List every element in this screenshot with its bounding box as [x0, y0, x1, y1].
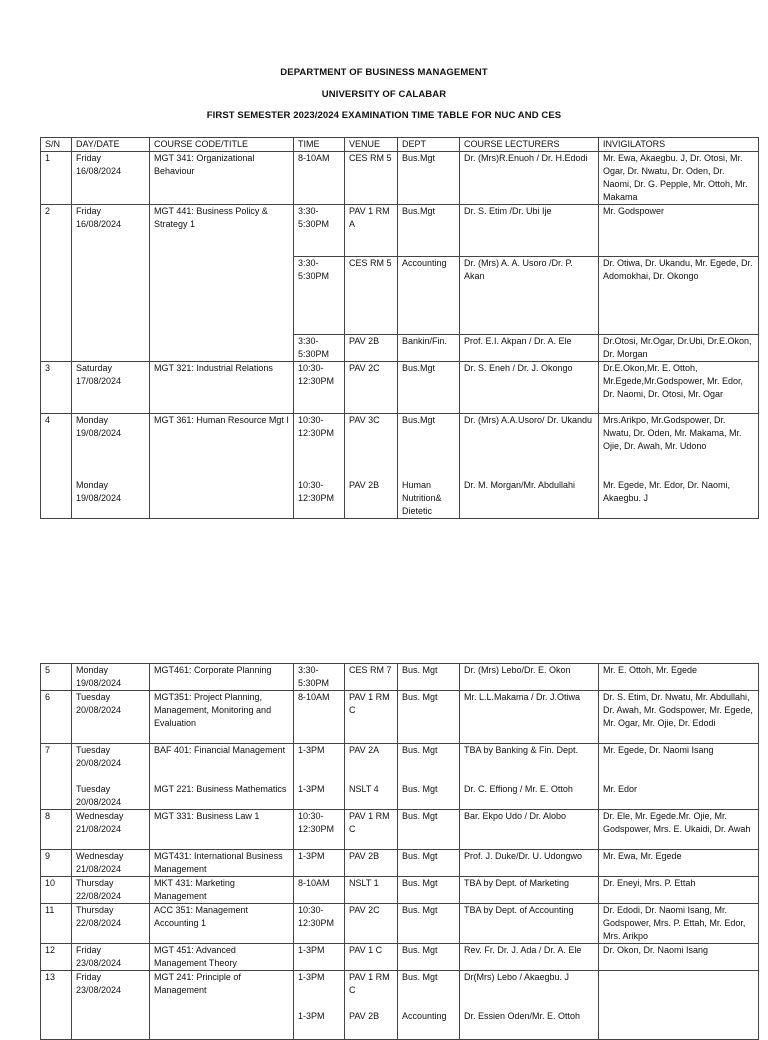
day-text: Friday — [76, 153, 102, 163]
date-text: 21/08/2024 — [76, 824, 122, 834]
course-cell: MGT 451: Advanced Management Theory — [150, 944, 294, 971]
sn-cell: 11 — [41, 904, 72, 944]
invigilators-cell: Dr. Okon, Dr. Naomi Isang — [599, 944, 759, 971]
date-text: 16/08/2024 — [76, 219, 122, 229]
course-cell: MGT431: International Business Management — [150, 850, 294, 877]
lecturers-cell: Bar. Ekpo Udo / Dr. Alobo — [460, 810, 599, 850]
day-text: Monday — [76, 665, 109, 675]
venue-cell: PAV 2B — [345, 335, 398, 362]
table-row — [41, 205, 759, 257]
col-header-invigilators: INVIGILATORS — [599, 138, 759, 152]
table-row — [41, 877, 759, 904]
table-subrow — [41, 783, 759, 810]
table-row — [41, 904, 759, 944]
date-text: 20/08/2024 — [76, 796, 122, 807]
course-cell: MGT 441: Business Policy & Strategy 1 — [150, 205, 294, 362]
daydate-cell — [72, 664, 150, 691]
venue-cell: PAV 2B — [345, 1010, 398, 1040]
lecturers-cell: Dr. (Mrs) A.A.Usoro/ Dr. Ukandu — [460, 414, 599, 479]
time-cell: 8-10AM — [294, 877, 345, 904]
dept-cell: Bus.Mgt — [398, 152, 460, 205]
time-cell: 1-3PM — [294, 1010, 345, 1040]
dept-cell: Bus. Mgt — [398, 877, 460, 904]
invigilators-cell: Dr. S. Etim, Dr. Nwatu, Mr. Abdullahi, Dr. Awah, Mr. Godspower, Mr. Egede, Mr. Ogar, Mr. Ojie, Dr. Edodi — [599, 691, 759, 744]
table-row — [41, 850, 759, 877]
course-cell: BAF 401: Financial Management — [150, 744, 294, 783]
daydate-cell — [72, 479, 150, 519]
time-cell: 8-10AM — [294, 691, 345, 744]
invigilators-cell: Mr. Egede, Dr. Naomi Isang — [599, 744, 759, 783]
venue-cell: PAV 1 C — [345, 944, 398, 971]
time-cell: 1-3PM — [294, 783, 345, 810]
venue-cell: PAV 2B — [345, 850, 398, 877]
sn-cell: 3 — [41, 362, 72, 414]
daydate-cell — [72, 904, 150, 944]
course-cell: MGT 221: Business Mathematics — [150, 783, 294, 810]
date-text: 23/08/2024 — [76, 958, 122, 968]
day-text: Thursday — [76, 905, 114, 915]
university-heading: UNIVERSITY OF CALABAR — [321, 88, 447, 100]
date-text: 19/08/2024 — [76, 428, 122, 438]
venue-cell: CES RM 7 — [345, 664, 398, 691]
daydate-cell — [72, 783, 150, 810]
date-text: 19/08/2024 — [76, 678, 122, 688]
col-header-dept: DEPT — [398, 138, 460, 152]
date-text: 22/08/2024 — [76, 918, 122, 928]
dept-cell: Bankin/Fin. — [398, 335, 460, 362]
table-row — [41, 944, 759, 971]
time-cell: 8-10AM — [294, 152, 345, 205]
daydate-cell — [72, 205, 150, 362]
lecturers-cell: TBA by Banking & Fin. Dept. — [460, 744, 599, 783]
date-text: 23/08/2024 — [76, 985, 122, 995]
day-text: Friday — [76, 206, 102, 216]
day-text: Wednesday — [76, 811, 124, 821]
dept-cell: Bus. Mgt — [398, 944, 460, 971]
invigilators-cell: Dr.Otosi, Mr.Ogar, Dr.Ubi, Dr.E.Okon, Dr. Morgan — [599, 335, 759, 362]
time-cell: 10:30-12:30PM — [294, 414, 345, 479]
time-cell: 1-3PM — [294, 744, 345, 783]
col-header-venue: VENUE — [345, 138, 398, 152]
date-text: 19/08/2024 — [76, 492, 122, 503]
col-header-time: TIME — [294, 138, 345, 152]
dept-cell: Accounting — [398, 257, 460, 335]
sn-cell: 12 — [41, 944, 72, 971]
invigilators-cell: Dr. Otiwa, Dr. Ukandu, Mr. Egede, Dr. Adomokhai, Dr. Okongo — [599, 257, 759, 335]
time-cell: 10:30-12:30PM — [294, 810, 345, 850]
col-header-sn: S/N — [41, 138, 72, 152]
daydate-cell — [72, 944, 150, 971]
daydate-cell — [72, 414, 150, 479]
daydate-cell — [72, 850, 150, 877]
venue-cell: PAV 1 RM A — [345, 205, 398, 257]
date-text: 16/08/2024 — [76, 166, 122, 176]
course-cell: MGT 341: Organizational Behaviour — [150, 152, 294, 205]
daydate-cell — [72, 152, 150, 205]
time-cell: 3:30-5:30PM — [294, 664, 345, 691]
lecturers-cell: Dr. M. Morgan/Mr. Abdullahi — [460, 479, 599, 519]
lecturers-cell: Dr. Essien Oden/Mr. E. Ottoh — [460, 1010, 599, 1040]
lecturers-cell: TBA by Dept. of Marketing — [460, 877, 599, 904]
time-cell: 3:30-5:30PM — [294, 335, 345, 362]
course-cell: MKT 431: Marketing Management — [150, 877, 294, 904]
timetable-part-2 — [40, 663, 759, 1040]
venue-cell: PAV 1 RM C — [345, 971, 398, 1010]
time-cell: 3:30-5:30PM — [294, 257, 345, 335]
sn-cell: 8 — [41, 810, 72, 850]
dept-cell: Bus. Mgt — [398, 664, 460, 691]
invigilators-cell: Dr. Edodi, Dr. Naomi Isang, Mr. Godspower, Mrs. P. Ettah, Mr. Edor, Mrs. Arikpo — [599, 904, 759, 944]
day-text: Thursday — [76, 878, 114, 888]
lecturers-cell: Dr. (Mrs) A. A. Usoro /Dr. P. Akan — [460, 257, 599, 335]
table-row — [41, 414, 759, 479]
venue-cell: PAV 2C — [345, 362, 398, 414]
daydate-cell — [72, 877, 150, 904]
dept-cell: Bus. Mgt — [398, 971, 460, 1010]
venue-cell: PAV 2A — [345, 744, 398, 783]
invigilators-cell: Dr. Ele, Mr. Egede.Mr. Ojie, Mr. Godspower, Mrs. E. Ukaidi, Dr. Awah — [599, 810, 759, 850]
invigilators-cell: Mr. Ewa, Mr. Egede — [599, 850, 759, 877]
day-text: Tuesday — [76, 783, 111, 794]
daydate-cell — [72, 362, 150, 414]
dept-cell: Bus. Mgt — [398, 691, 460, 744]
table-row — [41, 664, 759, 691]
daydate-cell — [72, 691, 150, 744]
course-cell: MGT 241: Principle of Management — [150, 971, 294, 1040]
dept-cell: Bus. Mgt — [398, 850, 460, 877]
day-text: Friday — [76, 945, 102, 955]
lecturers-cell: Dr. (Mrs) Lebo/Dr. E. Okon — [460, 664, 599, 691]
sn-cell: 2 — [41, 205, 72, 362]
invigilators-cell: Mr. Ewa, Akaegbu. J, Dr. Otosi, Mr. Ogar, Dr. Nwatu, Dr. Oden, Dr. Naomi, Dr. G. Pepple, Mr. Ottoh, Mr. Makama — [599, 152, 759, 205]
day-text: Monday — [76, 479, 109, 490]
time-cell: 1-3PM — [294, 944, 345, 971]
department-heading: DEPARTMENT OF BUSINESS MANAGEMENT — [280, 67, 488, 78]
lecturers-cell: Mr. L.L.Makama / Dr. J.Otiwa — [460, 691, 599, 744]
invigilators-cell: Mrs.Arikpo, Mr.Godspower, Dr. Nwatu, Dr. Oden, Mr. Makama, Mr. Ojie, Dr. Awah, Mr. Udono — [599, 414, 759, 479]
daydate-cell — [72, 971, 150, 1040]
date-text: 17/08/2024 — [76, 376, 122, 386]
lecturers-cell: Dr. S. Eneh / Dr. J. Okongo — [460, 362, 599, 414]
sn-cell: 7 — [41, 744, 72, 810]
col-header-course: COURSE CODE/TITLE — [150, 138, 294, 152]
time-cell: 10:30-12:30PM — [294, 362, 345, 414]
lecturers-cell: Rev. Fr. Dr. J. Ada / Dr. A. Ele — [460, 944, 599, 971]
sn-cell: 1 — [41, 152, 72, 205]
dept-cell: Bus. Mgt — [398, 783, 460, 810]
dept-cell: Bus.Mgt — [398, 362, 460, 414]
daydate-cell — [72, 810, 150, 850]
invigilators-cell: Dr.E.Okon,Mr. E. Ottoh, Mr.Egede,Mr.Godspower, Mr. Edor, Dr. Naomi, Dr. Otosi, Mr. Ogar — [599, 362, 759, 414]
course-cell: MGT351: Project Planning, Management, Monitoring and Evaluation — [150, 691, 294, 744]
table-subrow — [41, 479, 759, 519]
time-cell: 10:30-12:30PM — [294, 479, 345, 519]
table-row — [41, 362, 759, 414]
sn-cell: 9 — [41, 850, 72, 877]
daydate-cell — [72, 744, 150, 783]
dept-cell: Human Nutrition& Dietetic — [398, 479, 460, 519]
sn-cell: 5 — [41, 664, 72, 691]
course-cell: ACC 351: Management Accounting 1 — [150, 904, 294, 944]
table-row — [41, 810, 759, 850]
venue-cell: PAV 3C — [345, 414, 398, 479]
venue-cell: PAV 2B — [345, 479, 398, 519]
day-text: Monday — [76, 415, 109, 425]
date-text: 20/08/2024 — [76, 705, 122, 715]
invigilators-cell — [599, 971, 759, 1040]
date-text: 22/08/2024 — [76, 891, 122, 901]
lecturers-cell: Dr. S. Etim /Dr. Ubi Ije — [460, 205, 599, 257]
venue-cell: CES RM 5 — [345, 257, 398, 335]
table-row — [41, 691, 759, 744]
table-row — [41, 744, 759, 783]
col-header-daydate: DAY/DATE — [72, 138, 150, 152]
sn-cell: 4 — [41, 414, 72, 519]
date-text: 21/08/2024 — [76, 864, 122, 874]
lecturers-cell: TBA by Dept. of Accounting — [460, 904, 599, 944]
lecturers-cell: Prof. J. Duke/Dr. U. Udongwo — [460, 850, 599, 877]
dept-cell: Bus. Mgt — [398, 904, 460, 944]
lecturers-cell: Dr. (Mrs)R.Enuoh / Dr. H.Edodi — [460, 152, 599, 205]
venue-cell: PAV 1 RM C — [345, 810, 398, 850]
time-cell: 1-3PM — [294, 850, 345, 877]
invigilators-cell: Dr. Eneyi, Mrs. P. Ettah — [599, 877, 759, 904]
sn-cell: 10 — [41, 877, 72, 904]
dept-cell: Bus.Mgt — [398, 205, 460, 257]
invigilators-cell: Mr. Godspower — [599, 205, 759, 257]
dept-cell: Bus. Mgt — [398, 810, 460, 850]
dept-cell: Bus.Mgt — [398, 414, 460, 479]
lecturers-cell: Prof. E.I. Akpan / Dr. A. Ele — [460, 335, 599, 362]
time-cell: 10:30-12:30PM — [294, 904, 345, 944]
invigilators-cell: Mr. E. Ottoh, Mr. Egede — [599, 664, 759, 691]
table-row — [41, 152, 759, 205]
invigilators-cell: Mr. Edor — [599, 783, 759, 810]
course-cell: MGT461: Corporate Planning — [150, 664, 294, 691]
column-header-row — [41, 138, 759, 152]
date-text: 20/08/2024 — [76, 758, 122, 768]
dept-cell: Bus. Mgt — [398, 744, 460, 783]
day-text: Saturday — [76, 363, 113, 373]
invigilators-cell: Mr. Egede, Mr. Edor, Dr. Naomi, Akaegbu. J — [599, 479, 759, 519]
lecturers-cell: Dr(Mrs) Lebo / Akaegbu. J — [460, 971, 599, 1010]
course-cell: MGT 331: Business Law 1 — [150, 810, 294, 850]
timetable-title: FIRST SEMESTER 2023/2024 EXAMINATION TIME TABLE FOR NUC AND CES — [206, 110, 562, 121]
day-text: Tuesday — [76, 745, 111, 755]
dept-cell: Accounting — [398, 1010, 460, 1040]
time-cell: 3:30-5:30PM — [294, 205, 345, 257]
timetable-part-1 — [40, 137, 759, 519]
col-header-lecturers: COURSE LECTURERS — [460, 138, 599, 152]
lecturers-cell: Dr. C. Effiong / Mr. E. Ottoh — [460, 783, 599, 810]
venue-cell: PAV 2C — [345, 904, 398, 944]
venue-cell: PAV 1 RM C — [345, 691, 398, 744]
day-text: Wednesday — [76, 851, 124, 861]
venue-cell: NSLT 1 — [345, 877, 398, 904]
day-text: Tuesday — [76, 692, 111, 702]
table-row — [41, 971, 759, 1010]
time-cell: 1-3PM — [294, 971, 345, 1010]
venue-cell: CES RM 5 — [345, 152, 398, 205]
venue-cell: NSLT 4 — [345, 783, 398, 810]
document-header — [0, 62, 768, 127]
day-text: Friday — [76, 972, 102, 982]
course-cell: MGT 361: Human Resource Mgt I — [150, 414, 294, 519]
course-cell: MGT 321: Industrial Relations — [150, 362, 294, 414]
sn-cell: 6 — [41, 691, 72, 744]
sn-cell: 13 — [41, 971, 72, 1040]
